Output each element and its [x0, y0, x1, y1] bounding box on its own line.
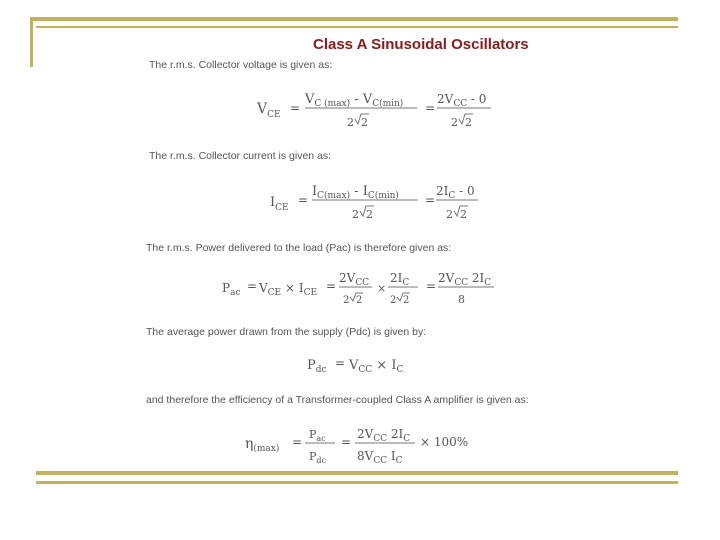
svg-text:8: 8 [458, 293, 465, 306]
svg-text:=: = [247, 279, 258, 293]
frame-top-bar [30, 17, 678, 21]
svg-text:2: 2 [390, 295, 397, 306]
paragraph-average-power: The average power drawn from the supply (Pdc) is given by: [146, 326, 427, 338]
svg-text:2: 2 [451, 116, 458, 129]
svg-text:2: 2 [460, 208, 467, 221]
equation-ice [268, 178, 488, 228]
svg-text:2IC - 0: $2I_C - 0$ [436, 184, 475, 201]
svg-text:2IC: $2I_C$ [390, 271, 410, 288]
svg-text:2: 2 [352, 208, 359, 221]
paragraph-collector-voltage: The r.m.s. Collector voltage is given as: [149, 59, 333, 71]
svg-text:×: × [377, 282, 387, 295]
svg-text:2: 2 [361, 116, 368, 129]
equation-pac [222, 268, 502, 314]
svg-text:VCE × ICE: $V_{CE} \times I_{CE}$ [259, 281, 318, 298]
svg-text:Pdc: $P_{dc}$ [307, 358, 327, 375]
svg-text:2: 2 [366, 208, 373, 221]
svg-text:2: 2 [465, 116, 472, 129]
svg-text:IC(max) - IC(min): $I_{C(max)} - I_{C(min)}$ [312, 184, 399, 201]
slide-title: Class A Sinusoidal Oscillators [313, 36, 529, 53]
svg-text:2: 2 [347, 116, 354, 129]
svg-text:2VCC 2IC: $2V_{CC}$ $2I_C$ [438, 271, 492, 288]
svg-text:=: = [298, 193, 309, 207]
svg-text:2: 2 [356, 295, 363, 306]
svg-text:2VCC 2IC: $2V_{CC}$ $2I_C$ [357, 427, 411, 444]
svg-text:Pac: $P_{ac}$ [222, 281, 241, 298]
equation-pdc [307, 352, 417, 378]
svg-text:=: = [290, 101, 301, 115]
svg-text:8VCC IC: $8V_{CC}$ $I_C$ [357, 449, 403, 466]
svg-text:Pac: $P_{ac}$ [309, 428, 326, 443]
svg-text:=: = [426, 279, 437, 293]
paragraph-collector-current: The r.m.s. Collector current is given as: [149, 150, 332, 162]
equation-efficiency [245, 423, 485, 469]
svg-text:2: 2 [403, 295, 410, 306]
svg-text:2VCC - 0: $2V_{CC} - 0$ [437, 92, 487, 109]
svg-text:η(max): $\eta_{(max)}$ [245, 436, 280, 454]
svg-text:=: = [425, 193, 436, 207]
frame-bottom-accent [36, 481, 678, 484]
svg-text:=: = [292, 435, 303, 449]
svg-text:VCE: $V_{CE}$ [257, 101, 281, 120]
svg-text:VCC × IC: $V_{CC} \times I_C$ [349, 358, 404, 375]
svg-text:Pdc: $P_{dc}$ [309, 450, 327, 465]
paragraph-power-delivered: The r.m.s. Power delivered to the load (Pac) is therefore given as: [146, 242, 452, 254]
equation-vce [255, 86, 505, 136]
svg-text:=: = [326, 279, 337, 293]
svg-text:=: = [341, 435, 352, 449]
paragraph-efficiency: and therefore the efficiency of a Transformer-coupled Class A amplifier is given as: [146, 394, 529, 406]
svg-text:2: 2 [446, 208, 453, 221]
svg-text:2VCC: $2V_{CC}$ [339, 271, 370, 288]
svg-text:ICE: $I_{CE}$ [270, 195, 289, 213]
frame-bottom-bar [36, 471, 678, 475]
frame-top-accent [36, 26, 678, 28]
frame-left-bar [30, 17, 33, 67]
svg-text:=: = [335, 356, 346, 370]
svg-text:VC (max) - VC(min): $V_{C (max)} - V_{C(min)}$ [305, 92, 404, 109]
svg-text:× 100%: × 100% [420, 435, 469, 449]
svg-text:2: 2 [343, 295, 350, 306]
svg-text:=: = [425, 101, 436, 115]
